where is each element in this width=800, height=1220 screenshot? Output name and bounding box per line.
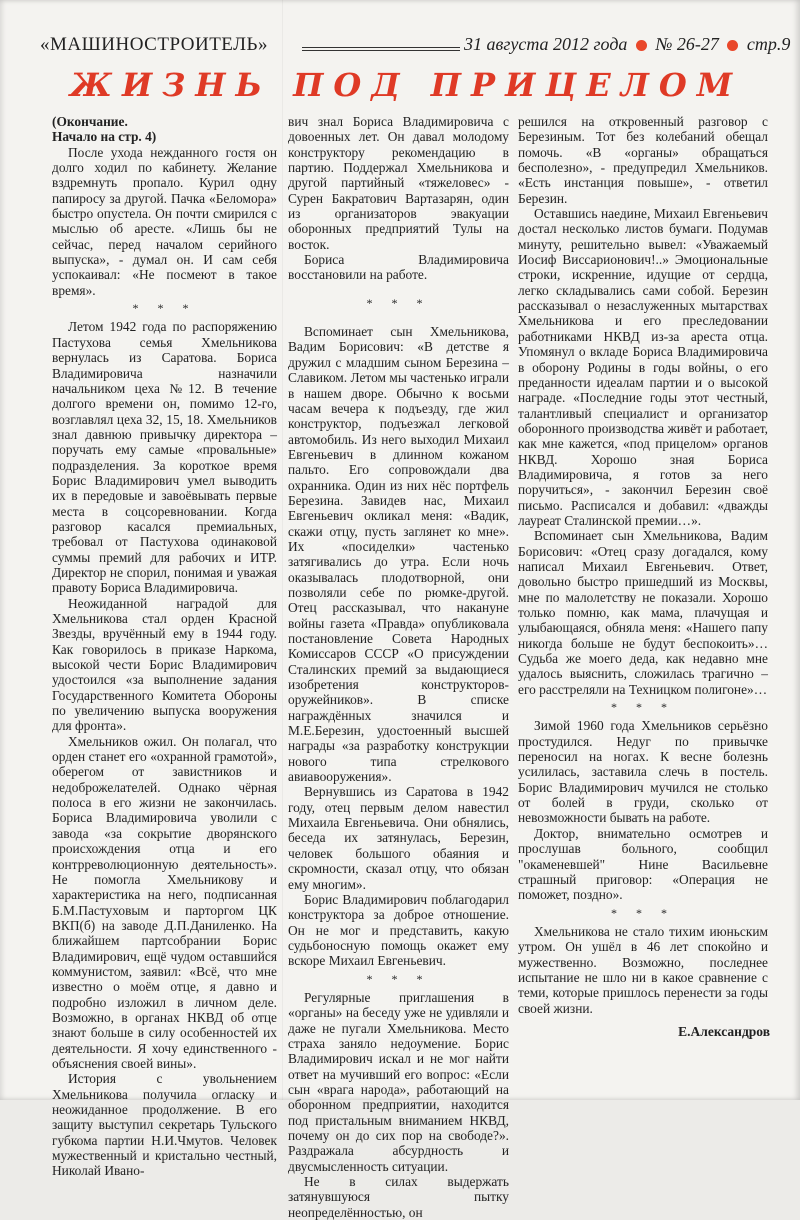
paragraph: Бориса Владимировича восстановили на работе.	[288, 252, 509, 283]
issue-number: № 26-27	[655, 34, 719, 54]
paragraph: Летом 1942 года по распоряжению Пастухова семья Хмельникова вернулась из Саратова. Бориса Владимировича назначили начальником цеха №12. В течение долгого времени он, помимо 12-го, возглавлял цеха 32, 15, 18. Хмельников знал давнюю привычку директора – поручать ему самые «провальные» подразделения. За короткое время Борис Владимирович умел выводить их в передовые и завоёвывать первые места в соцсоревновании. Когда разговор касался премиальных, требовал от Пастухова одинаковой суммы премий для рабочих и ИТР. Директор не спорил, понимая и уважая правоту Бориса Владимировича.	[52, 319, 277, 596]
paragraph: Борис Владимирович поблагодарил конструктора за доброе отношение. Он не мог и представить, какую судьбоносную помощь окажет ему вскоре Михаил Евгеньевич.	[288, 891, 509, 969]
spacer	[288, 314, 509, 324]
continuation-note: (Окончание.	[52, 114, 128, 129]
bullet-dot-icon	[636, 40, 647, 51]
newspaper-name: «МАШИНОСТРОИТЕЛЬ»	[40, 34, 268, 55]
paragraph: Вспоминает сын Хмельникова, Вадим Борисович: «Отец сразу догадался, кому написал Михаил Евгеньевич. Ответ, довольно быстро пришедший из Москвы, мне по малолетству не показали. Хорошо только помню, как мама, плачущая и улыбающаяся, обняла меня: «Нашего папу никогда больше не будут беспокоить»… Судьба же моего деда, как недавно мне удалось выяснить, сложилась трагично – его расстреляли на Техницком полигоне»…	[518, 528, 768, 697]
page-fold-shadow	[282, 0, 283, 1100]
page-number: стр.9	[746, 34, 791, 54]
section-separator: * * *	[611, 700, 675, 715]
paragraph: вич знал Бориса Владимировича с довоенных лет. Он давал молодому конструктору рекомендацию в партию. Поддержал Хмельникова и другой партийный «тяжеловес» - Сурен Бакратович Вартазарян, один из организаторов эвакуации оборонных предприятий Тулы на восток.	[288, 114, 509, 252]
paragraph: Регулярные приглашения в «органы» на беседу уже не удивляли и даже не пугали Хмельникова. Место страха заняло недоумение. Борис Владимирович искал и не мог найти ответ на мучивший его вопрос: «Если сын «врага народа», работающий на оборонном предприятии, находится под пристальным вниманием НКВД, почему он до сих пор на свободе?». Раздражала абсурдность и двусмысленность ситуации.	[288, 989, 509, 1174]
section-separator: * * *	[611, 905, 675, 920]
paragraph: Хмельникова не стало тихим июньским утром. Он ушёл в 46 лет спокойно и мужественно. Возможно, последнее испытание не шло ни в какое сравнение с теми, которые пришлось перенести за годы своей жизни.	[518, 923, 768, 1016]
paragraph: Оставшись наедине, Михаил Евгеньевич достал несколько листов бумаги. Подумав минуту, решительно вывел: «Уважаемый Иосиф Виссарионович!..» Эмоциональные строки, искренние, идущие от сердца, легко складывались сами собой. Березин рассказывал о незаслуженных мытарствах Хмельникова и его преследовании работниками НКВД из-за ареста отца. Упомянул о вкладе Бориса Владимировича в оборону Родины в годы войны, о его преданности идеалам партии и о высокой награде. «Последние годы этот честный, талантливый специалист и организатор оборонного производства живёт и работает, как мне кажется, «под прицелом» органов НКВД. Хорошо зная Бориса Владимировича, я готов за него поручиться», - закончил Березин своё письмо. Расписался и добавил: «дважды лауреат Сталинской премии…».	[518, 206, 768, 528]
author-signature: Е.Александров	[678, 1024, 770, 1039]
section-separator: * * *	[366, 295, 431, 310]
issue-info	[464, 34, 790, 55]
paragraph: Хмельников ожил. Он полагал, что орден станет его «охранной грамотой», оберегом от завистников и недоброжелателей. Однако чёрная полоса в его жизни не закончилась. Бориса Владимировича уволили с завода «за сокрытие дворянского происхождения отца и его контрреволюционную деятельность». Не помогла Хмельникову и характеристика на него, подписанная Б.М.Пастуховым и парторгом ЦК ВКП(б) на заводе Д.П.Даниленко. На ближайшем партсобрании Борис Владимирович, ещё чудом оставшийся коммунистом, заявил: «Всё, что мне известно о моём отце, я давно и подробно изложил в личном деле. Возможно, в органах НКВД об отце знают больше в силу особенностей их деятельности. Я хочу единственного - объяснения своей вины».	[52, 733, 277, 1071]
section-separator: * * *	[366, 971, 431, 986]
paragraph: Неожиданной наградой для Хмельникова стал орден Красной Звезды, вручённый ему в 1944 году. Как говорилось в приказе Наркома, высокой чести Борис Владимирович удостоился «за выполнение задания Государственного Комитета Обороны по увеличению выпуска вооружения для фронта».	[52, 595, 277, 734]
masthead	[40, 30, 790, 64]
article-column-3	[518, 114, 768, 1059]
paragraph: решился на откровенный разговор с Березиным. Тот без колебаний обещал помочь. «В «органы» обращаться бесполезно», - предупредил Хмельников. «Есть инстанция повыше», - ответил Березин.	[518, 114, 768, 206]
spacer	[288, 283, 509, 293]
article-column-2	[288, 114, 509, 1220]
paragraph: После ухода нежданного гостя он долго ходил по кабинету. Желание вздремнуть пропало. Курил одну папиросу за другой. Пачка «Беломора» быстро опустела. Он почти смирился с мыслью об аресте. «Лишь бы не сейчас, перед началом серийного выпуска», - думал он. И сам себя успокаивал: «Не посмеют в такое время».	[52, 144, 277, 298]
paragraph: Доктор, внимательно осмотрев и прослушав больного, сообщил "окаменевшей" Нине Васильевне страшный приговор: «Операция не поможет, поздно».	[518, 825, 768, 903]
masthead-rule	[302, 47, 460, 51]
paragraph: Зимой 1960 года Хмельников серьёзно простудился. Недуг по привычке переносил на ногах. К весне болезнь усилилась, заставила слечь в постель. Борис Владимирович мучился не столько от болей в груди, сколько от невозможности бывать на работе.	[518, 718, 768, 826]
bullet-dot-icon	[727, 40, 738, 51]
article-headline: ЖИЗНЬ ПОД ПРИЦЕЛОМ	[70, 66, 743, 104]
section-separator: * * *	[132, 301, 197, 316]
paragraph: Не в силах выдержать затянувшуюся пытку неопределённостью, он	[288, 1174, 509, 1220]
paragraph: Вернувшись из Саратова в 1942 году, отец первым делом навестил Михаила Евгеньевича. Они обнялись, беседа их затянулась, Березин, человек большого обаяния и скромности, сказал отцу, что обязан ему многим».	[288, 784, 509, 892]
continuation-note-ref: Начало на стр. 4)	[52, 129, 157, 145]
paragraph: Вспоминает сын Хмельникова, Вадим Борисович: «В детстве я дружил с младшим сыном Березина – Славиком. Летом мы частенько играли в нашем дворе. Обычно к восьми часам вечера к подъезду, где жил конструктор, подъезжал легковой автомобиль. Из него выходил Михаил Евгеньевич в длинном кожаном пальто. Его сопровождали два охранника. Один из них нёс портфель Березина. Завидев нас, Михаил Евгеньевич окликал меня: «Вадик, скажи отцу, пусть заглянет ко мне». Их «посиделки» частенько затягивались до утра. Если ночь оказывалась плодотворной, они позволяли себе по рюмке-другой. Отец рассказывал, что накануне войны газета «Правда» опубликовала постановление Совета Народных Комиссаров СССР «О присуждении Сталинских премий за выдающиеся изобретения конструкторов-оружейников». В списке награждённых значился и М.Е.Березин, удостоенный высшей награды «за разработку конструкции нового типа стрелкового авиавооружения».	[288, 324, 509, 785]
article-column-1	[52, 114, 277, 1179]
paragraph: История с увольнением Хмельникова получила огласку и неожиданное продолжение. В его защиту выступил секретарь Тульского губкома партии Н.И.Чмутов. Человек мужественный и кристально честный, Николай Ивано-	[52, 1071, 277, 1179]
issue-date: 31 августа 2012 года	[464, 34, 628, 54]
